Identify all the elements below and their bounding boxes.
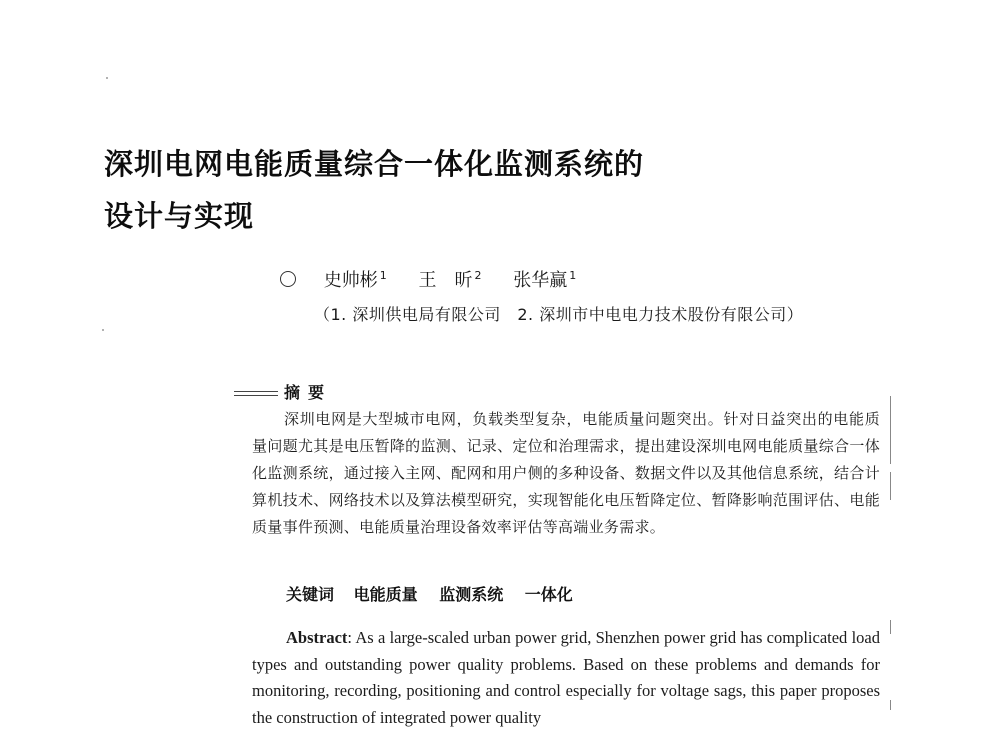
box-border-mark [890, 472, 891, 500]
paper-title-line-2: 设计与实现 [104, 199, 255, 233]
affiliations: （1. 深圳供电局有限公司 2. 深圳市中电电力技术股份有限公司） [314, 305, 804, 324]
abstract-en-label: Abstract [286, 628, 348, 647]
author [513, 270, 576, 291]
abstract-rule [234, 391, 278, 396]
author [324, 270, 387, 291]
author-name: 张华赢 [513, 270, 568, 291]
author [418, 270, 481, 291]
circle-icon [280, 271, 296, 287]
scan-speck [102, 329, 104, 331]
author-line [280, 266, 602, 292]
abstract-heading: 摘要 [284, 383, 333, 402]
keywords-label: 关键词 [286, 585, 335, 604]
keywords [286, 582, 589, 605]
box-border-mark [890, 396, 891, 464]
author-name: 史帅彬 [323, 270, 378, 291]
author-name: 王 昕 [418, 270, 473, 291]
author-affiliation-mark: 1 [379, 269, 387, 282]
box-border-mark [890, 620, 891, 634]
abstract-en-text: As a large-scaled urban power grid, Shenzhen power grid has complicated load types and outstanding power quality problems. Based on these problems and demands for monitoring, recording, positioning and control especially for voltage sags, this paper proposes the construction of integrated power quality [252, 628, 880, 727]
scan-speck [106, 77, 108, 79]
keyword: 监测系统 [439, 585, 504, 604]
box-border-mark [890, 700, 891, 710]
author-affiliation-mark: 1 [569, 269, 577, 282]
abstract-english [252, 625, 880, 731]
paper-title-line-1: 深圳电网电能质量综合一体化监测系统的 [104, 147, 645, 181]
abstract-en-colon: : [347, 628, 356, 647]
keyword: 一体化 [524, 585, 573, 604]
author-affiliation-mark: 2 [474, 269, 482, 282]
keyword: 电能质量 [353, 585, 418, 604]
abstract-chinese: 深圳电网是大型城市电网，负载类型复杂，电能质量问题突出。针对日益突出的电能质量问题尤其是电压暂降的监测、记录、定位和治理需求，提出建设深圳电网电能质量综合一体化监测系统，通过接入主网、配网和用户侧的多种设备、数据文件以及其他信息系统，结合计算机技术、网络技术以及算法模型研究，实现智能化电压暂降定位、暂降影响范围评估、电能质量事件预测、电能质量治理设备效率评估等高端业务需求。 [252, 410, 880, 536]
